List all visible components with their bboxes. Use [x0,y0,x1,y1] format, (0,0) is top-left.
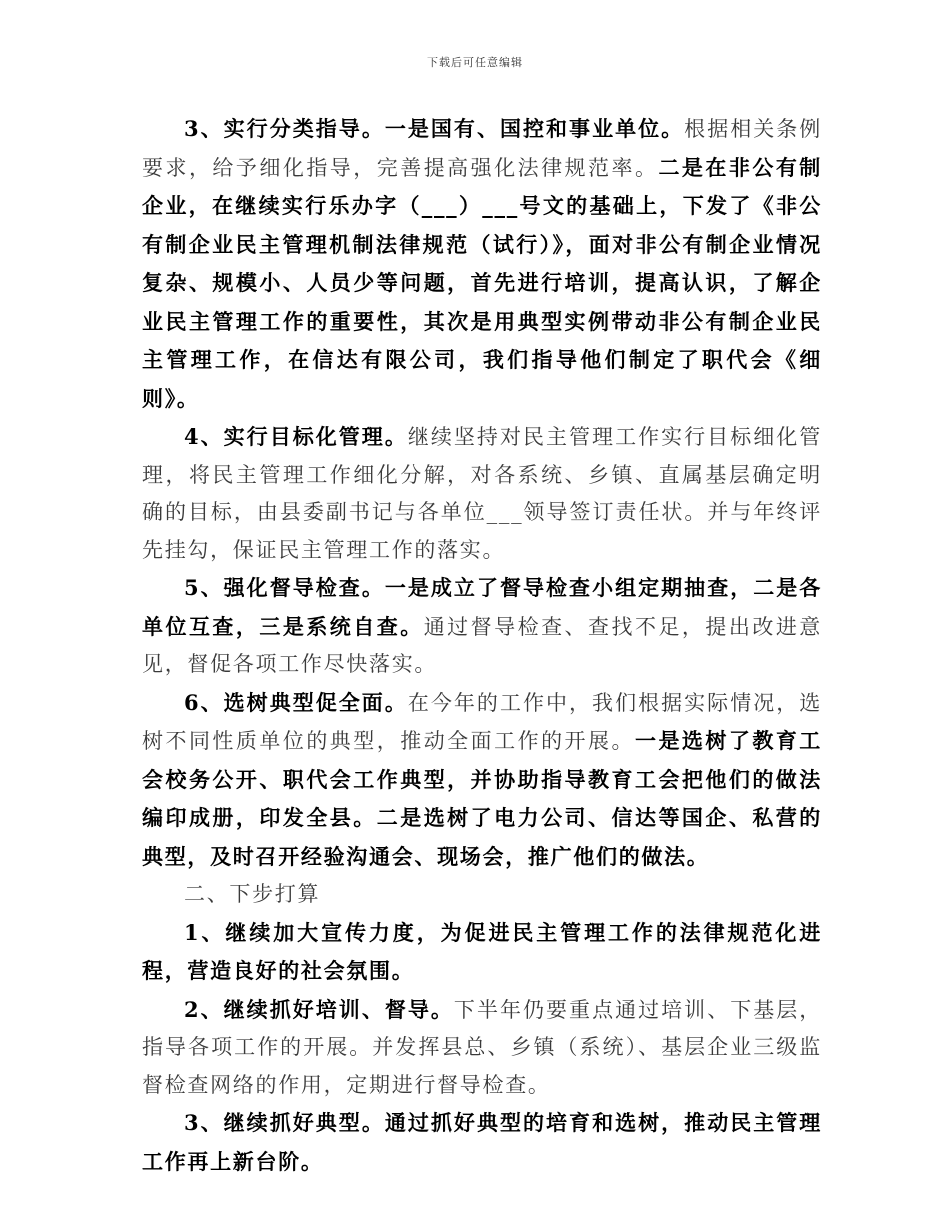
para-bold-text: 1、继续加大宣传力度，为促进民主管理工作的法律规范化进程，营造良好的社会氛围。 [142,919,822,983]
para-bold-text: 3、实行分类指导。一是国有、国控和事业单位。 [184,116,685,141]
section-heading-next-steps [142,876,822,914]
document-body [142,110,822,1181]
paragraph-next-2-training [142,991,822,1105]
para-bold-text: 一是选树了教育工会校务公开、职代会工作典型，并协助指导教育工会把他们的做法编印成册，印发全县。二是选树了电力公司、信达等国企、私营的典型，及时召开经验沟通会、现场会，推广他们的做法。 [142,728,822,869]
page-header: 下载后可任意编辑 [427,56,523,69]
section-heading-text: 二、下步打算 [184,882,321,906]
para-normal-text: 根据相关条例要求，给予细化指导，完善提高强化法律规范率。 [142,117,822,180]
paragraph-3-classified-guidance [142,110,822,418]
para-normal-text: 通过督导检查、查找不足，提出改进意见，督促各项工作尽快落实。 [142,614,822,676]
para-bold-text: 2、继续抓好培训、督导。 [184,996,454,1022]
paragraph-next-1-publicity [142,914,822,991]
paragraph-5-supervision [142,569,822,684]
para-normal-text: 下半年仍要重点通过培训、下基层，指导各项工作的开展。并发挥县总、乡镇（系统）、基层企业三级监督检查网络的作用，定期进行督导检查。 [142,997,822,1097]
para-bold-text: 4、实行目标化管理。 [184,424,408,449]
para-bold-text: 二是在非公有制企业，在继续实行乐办字（___）___号文的基础上，下发了《非公有制企业民主管理机制法律规范（试行）》，面对非公有制企业情况复杂、规模小、人员少等问题，首先进行培训，提高认识，了解企业民主管理工作的重要性，其次是用典型实例带动非公有制企业民主管理工作，在信达有限公司，我们指导他们制定了职代会《细则》。 [142,154,822,411]
paragraph-next-3-models [142,1104,822,1181]
para-normal-text: 在今年的工作中，我们根据实际情况，选树不同性质单位的典型，推动全面工作的开展。 [142,690,822,753]
para-bold-text: 5、强化督导检查。一是成立了督导检查小组定期抽查，二是各单位互查，三是系统自查。 [142,575,822,639]
paragraph-4-target-management [142,418,822,569]
paragraph-6-models [142,684,822,877]
para-bold-text: 3、继续抓好典型。通过抓好典型的培育和选树，推动民主管理工作再上新台阶。 [142,1110,822,1174]
para-normal-text: 继续坚持对民主管理工作实行目标细化管理，将民主管理工作细化分解，对各系统、乡镇、直属基层确定明确的目标，由县委副书记与各单位___领导签订责任状。并与年终评先挂勾，保证民主管理工作的落实。 [142,425,822,562]
para-bold-text: 6、选树典型促全面。 [184,689,408,715]
